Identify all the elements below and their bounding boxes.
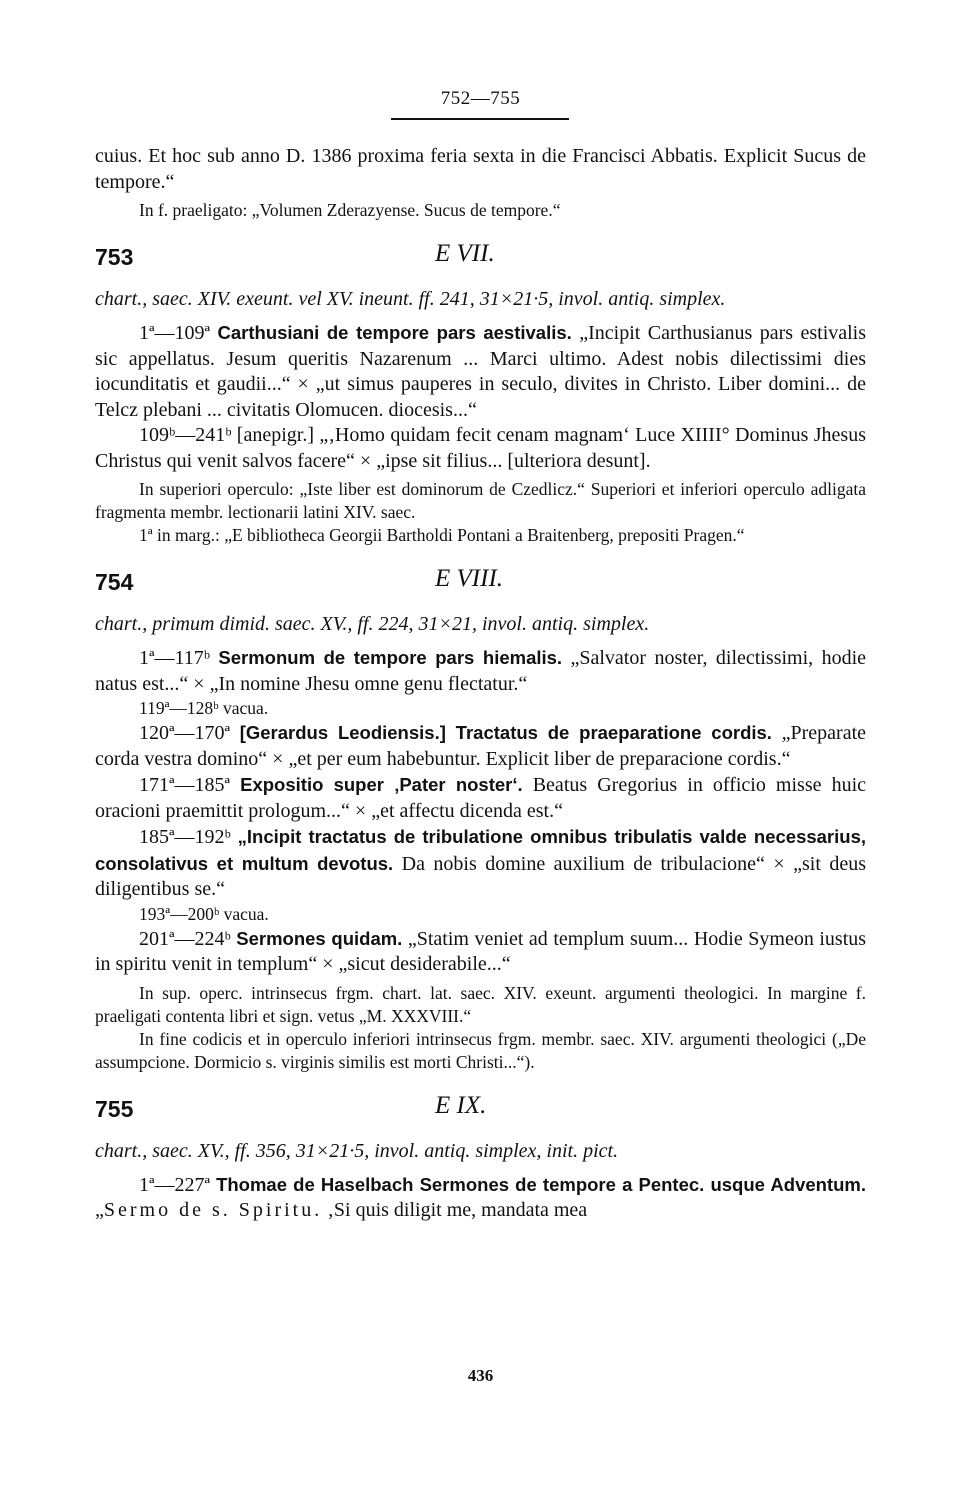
header-rule bbox=[391, 118, 569, 120]
item-title: Expositio super ‚Pater noster‘. bbox=[240, 774, 523, 795]
entry-754-signature: E VIII. bbox=[435, 565, 504, 592]
item-title: Sermonum de tempore pars hiemalis. bbox=[218, 647, 563, 668]
entry-754-item-4 bbox=[95, 772, 866, 824]
entry-753-number: 753 bbox=[95, 244, 134, 270]
entry-755-item-1 bbox=[95, 1172, 866, 1224]
item-spaced-text: Sermo de s. Spiritu. bbox=[103, 1199, 323, 1221]
item-open-quote: „ bbox=[95, 1199, 104, 1221]
item-text: „Statim veniet ad templum suum... Hodie Symeon iustus in spiritu venit in templum“ × „sicut desiderabile...“ bbox=[95, 927, 867, 975]
page-number: 436 bbox=[467, 1366, 494, 1385]
entry-753-heading bbox=[95, 240, 866, 280]
text-flow bbox=[95, 144, 866, 1224]
entry-755-signature: E IX. bbox=[435, 1091, 487, 1119]
entry-754-note-1: In sup. operc. intrinsecus frgm. chart. lat. saec. XIV. exeunt. argumenti theologici. In margine f. praeligati contenta libri et sign. vetus „M. XXXVIII.“ bbox=[95, 982, 866, 1026]
entry-753-signature: E VII. bbox=[435, 240, 495, 267]
entry-755-number: 755 bbox=[95, 1095, 134, 1122]
item-text: Beatus Gregorius in officio misse huic oracioni praemittit prologum...“ × „et affectu dicenda est.“ bbox=[95, 774, 866, 822]
folio-ref: 185ª—192ᵇ bbox=[139, 826, 231, 848]
folio-ref: 201ª—224ᵇ bbox=[139, 927, 231, 950]
entry-754-heading bbox=[95, 565, 866, 605]
item-title: [Gerardus Leodiensis.] Tractatus de praeparatione cordis. bbox=[239, 722, 772, 743]
item-text: [anepigr.] „‚Homo quidam fecit cenam magnam‘ Luce XIIII° Dominus Jhesus Christus qui venit salvos facere“ × „ipse sit filius... [ulteriora desunt]. bbox=[95, 424, 867, 472]
entry-754-item-5 bbox=[95, 824, 866, 903]
entry-754-item-3 bbox=[95, 720, 866, 772]
entry-752-note: In f. praeligato: „Volumen Zderazyense. Sucus de tempore.“ bbox=[139, 200, 561, 220]
entry-752-text: cuius. Et hoc sub anno D. 1386 proxima feria sexta in die Francisci Abbatis. Explicit Sucus de tempore.“ bbox=[95, 145, 866, 193]
entry-754-item-2: 119ª—128ᵇ vacua. bbox=[139, 698, 269, 718]
entry-753-note-2: 1ª in marg.: „E bibliotheca Georgii Bartholdi Pontani a Braitenberg, prepositi Pragen.“ bbox=[139, 525, 745, 545]
item-text: „Preparate corda vestra domino“ × „et per eum habebuntur. Explicit liber de preparacione cordis.“ bbox=[95, 722, 867, 770]
entry-754-item-7 bbox=[95, 926, 866, 978]
entry-754-number: 754 bbox=[95, 569, 134, 595]
folio-ref: 1ª—227ª bbox=[139, 1173, 211, 1196]
folio-ref: 171ª—185ª bbox=[139, 774, 231, 796]
item-text: ‚Si quis diligit me, mandata mea bbox=[327, 1199, 588, 1221]
item-text: „Salvator noster, dilectissimi, hodie natus est...“ × „In nomine Jhesu omne genu flectatur.“ bbox=[95, 647, 866, 695]
entry-754-item-6: 193ª—200ᵇ vacua. bbox=[139, 903, 269, 924]
entry-755-description: chart., saec. XV., ff. 356, 31×21·5, invol. antiq. simplex, init. pict. bbox=[95, 1139, 619, 1162]
item-text: „Incipit Carthusianus pars estivalis sic appellatus. Jesum queritis Nazarenum ... Marci ultimo. Adest nobis dilectissimi dies iocunditatis et gaudii...“ × „ut simus pauperes in seculo, divites in Christo. Liber domini... de Telcz plebani ... civitatis Olomucen. diocesis...“ bbox=[95, 322, 867, 421]
item-text: Da nobis domine auxilium de tribulacione“ × „sit deus diligentibus se.“ bbox=[95, 852, 866, 900]
folio-ref: 120ª—170ª bbox=[139, 722, 231, 744]
entry-753-description: chart., saec. XIV. exeunt. vel XV. ineunt. ff. 241, 31×21·5, invol. antiq. simplex. bbox=[95, 288, 726, 310]
item-title: Carthusiani de tempore pars aestivalis. bbox=[217, 322, 572, 343]
entry-753-item-1 bbox=[95, 320, 866, 423]
item-title: Thomae de Haselbach Sermones de tempore a Pentec. usque Adventum. bbox=[216, 1173, 866, 1195]
page-header-range: 752—755 bbox=[440, 88, 521, 109]
entry-755-heading bbox=[95, 1092, 866, 1132]
item-title: „Incipit tractatus de tribulatione omnibus tribulatis valde necessarius, consolativus et multum devotus. bbox=[95, 826, 867, 874]
entry-753-item-2 bbox=[95, 423, 866, 474]
folio-ref: 1ª—109ª bbox=[139, 322, 211, 344]
entry-754-item-1 bbox=[95, 645, 866, 697]
item-title: Sermones quidam. bbox=[236, 927, 403, 949]
entry-754-note-2: In fine codicis et in operculo inferiori intrinsecus frgm. membr. saec. XIV. argumenti theologici („De assumpcione. Dormicio s. virginis similis est morti Christi...“). bbox=[95, 1028, 866, 1072]
entry-753-note-1: In superiori operculo: „Iste liber est dominorum de Czedlicz.“ Superiori et inferiori operculo adligata fragmenta membr. lectionarii latini XIV. saec. bbox=[95, 479, 866, 522]
folio-ref: 1ª—117ᵇ bbox=[139, 647, 210, 669]
folio-ref: 109ᵇ—241ᵇ bbox=[139, 424, 232, 446]
entry-754-description: chart., primum dimid. saec. XV., ff. 224, 31×21, invol. antiq. simplex. bbox=[95, 613, 650, 635]
